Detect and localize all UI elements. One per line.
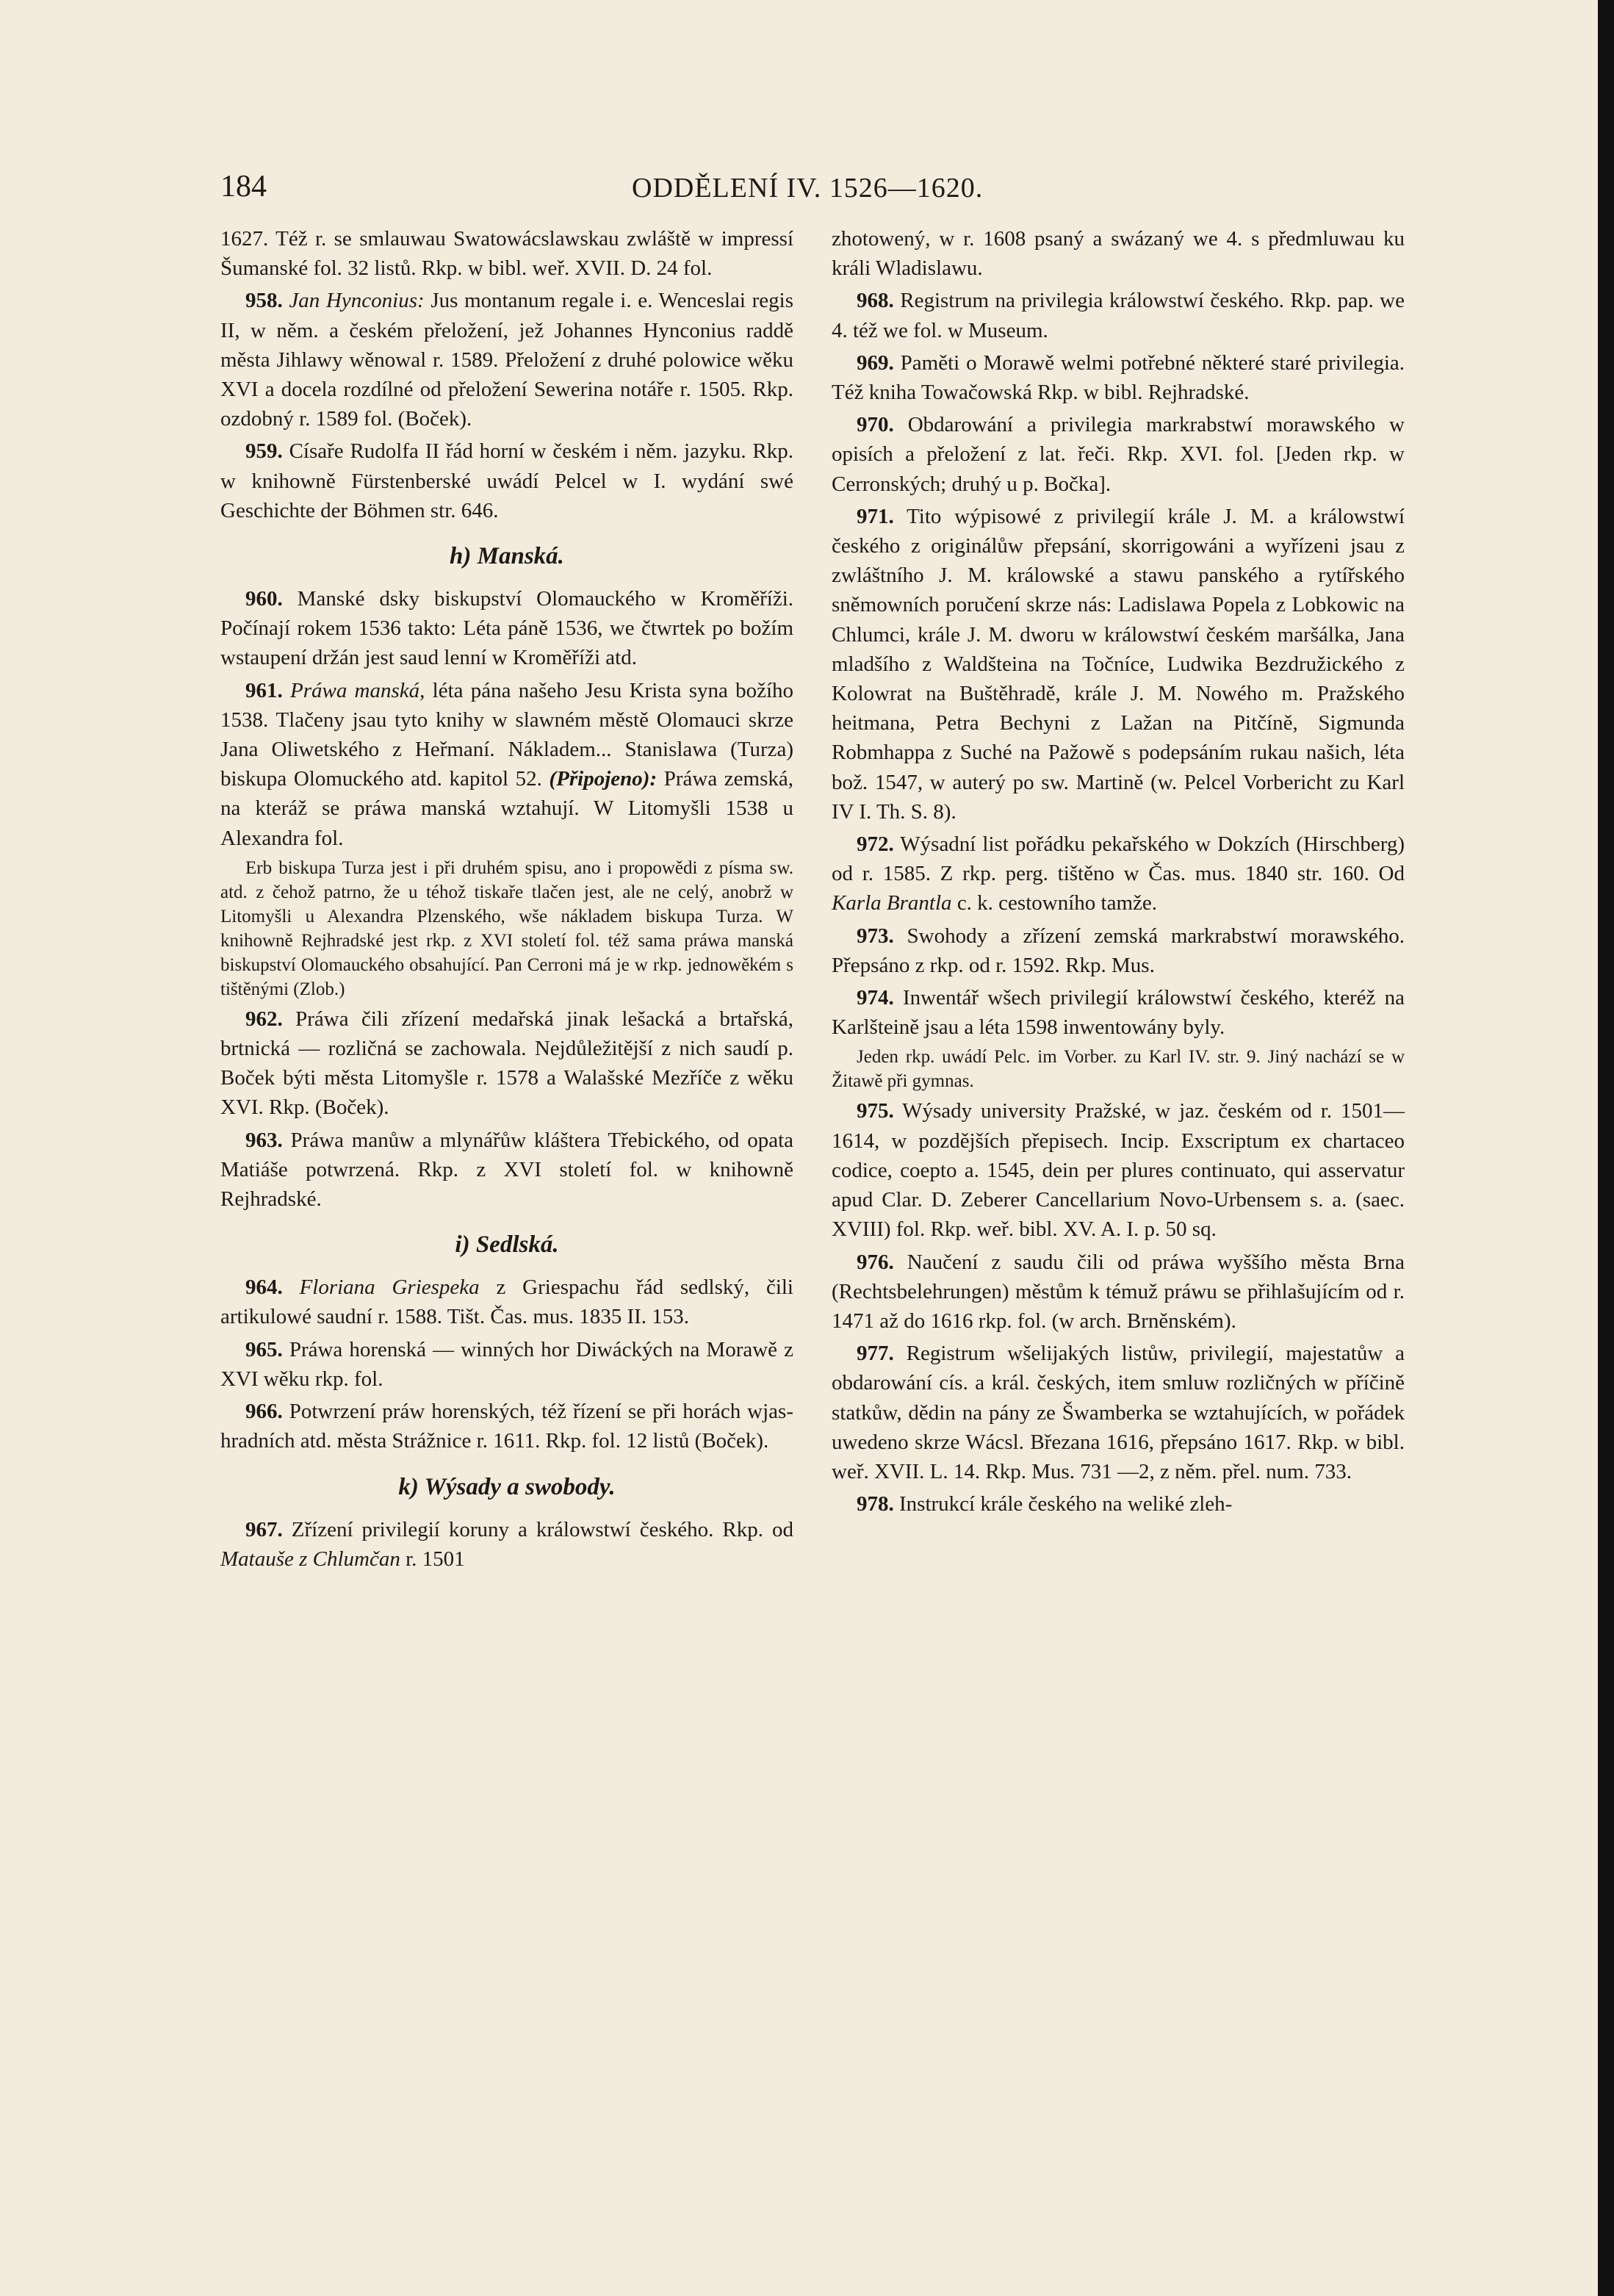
entry-text: Práwa horenská — winných hor Diwáckých na Morawě z XVI wěku rkp. fol. <box>220 1337 793 1391</box>
entry-973 <box>832 921 1405 980</box>
entry-text: z Griespachu řád sedlský, čili artikulowé saudní r. 1588. Tišt. Čas. mus. 1835 II. 153. <box>220 1275 793 1329</box>
entry-number: 975. <box>857 1099 894 1123</box>
entry-text: Zřízení privilegií koruny a králowstwí českého. Rkp. od <box>291 1517 794 1541</box>
entry-number: 965. <box>245 1337 283 1361</box>
entry-960 <box>220 584 793 673</box>
entry-text: Obdarowání a privilegia markrabstwí morawského w opisích a přeložení z lat. řeči. Rkp. XVI. fol. [Jeden rkp. w Cerronských; druhý u p. Bočka]. <box>832 413 1405 496</box>
entry-number: 969. <box>857 350 894 375</box>
entry-number: 960. <box>245 587 283 611</box>
entry-961 <box>220 676 793 853</box>
entry-text: léta pána našeho Jesu Krista syna božího 1538. Tlačeny jsau tyto knihy w slawném městě Olomauci skrze Jana Oliwetského z Heřmaní. Nákladem... Stanislawa (Turza) biskupa Olomuckého atd. kapitol 52. <box>220 678 794 791</box>
entry-number: 958. <box>245 289 283 313</box>
entry-number: 963. <box>245 1128 283 1152</box>
section-heading-h: h) Manská. <box>450 543 564 570</box>
entry-number: 976. <box>857 1250 894 1274</box>
entry-970 <box>832 410 1405 499</box>
entry-text: Práwa čili zřízení medařská jinak lešacká a brtařská, brtnická — rozličná se zachowala. Nejdůležitější z nich saudí p. Boček býti města Litomyšle r. 1578 a Walašské Mezříče z wěku XVI. Rkp. (Boček). <box>220 1007 794 1120</box>
work-title: Práwa manská, <box>289 678 425 702</box>
entry-976 <box>832 1248 1405 1336</box>
entry-text-2: Práwa zemská, na kteráž se práwa manská wztahují. W Litomyšli 1538 u Alexandra fol. <box>220 767 794 850</box>
entry-number: 962. <box>245 1007 283 1031</box>
entry-963 <box>220 1126 793 1214</box>
entry-text: Instrukcí krále českého na weliké zleh- <box>899 1492 1233 1516</box>
author-name: Matauše z Chlumčan <box>220 1547 400 1571</box>
author-name: Floriana Griespeka <box>299 1275 480 1300</box>
entry-965 <box>220 1335 793 1394</box>
entry-971 <box>832 502 1405 827</box>
entry-text: Tito wýpisowé z privilegií krále J. M. a králowstwí českého z originálůw přepsání, skorrigowáni a wyřízeni jsau z zwláštního J. M. králowské a stawu panského a rytířského sněmowních poručení skrze nás: Ladislawa Popela z Lobkowic na Chlumci, krále J. M. dworu w králowstwí českém maršálka, Jana mladšího z Waldšteina na Točníce, Ludwika Bezdružického z Kolowrat na Buštěhradě, krále J. M. Nowého m. Pražského heitmana, Petra Bechyni z Lažan na Pitčíně, Sigmunda Robmhappa z Suché na Pažowě s podepsáním rukau našich, léta bož. 1547, w auterý po sw. Martině (w. Pelcel Vorbericht zu Karl IV I. Th. S. 8). <box>832 504 1405 824</box>
entry-number: 974. <box>857 986 894 1010</box>
entry-text: Jus montanum regale i. e. Wenceslai regis II, w něm. a českém přeložení, jež Johannes Hynconius raddě města Jihlawy wěnowal r. 1589. Přeložení z druhé polowice wěku XVI a docela rozdílné od přeložení Sewerina notáře r. 1505. Rkp. ozdobný r. 1589 fol. (Boček). <box>220 289 794 431</box>
entry-968 <box>832 286 1405 345</box>
entry-number: 966. <box>245 1400 283 1424</box>
entry-958 <box>220 286 793 433</box>
entry-number: 973. <box>857 924 894 948</box>
entry-967-continuation: zhotowený, w r. 1608 psaný a swázaný we 4. s předmluwau ku králi Wladislawu. <box>832 227 1405 281</box>
entry-text: Wýsadní list pořádku pekařského w Dokzích (Hirschberg) od r. 1585. Z rkp. perg. tištěno w Čas. mus. 1840 str. 160. Od <box>832 832 1405 886</box>
note-961: Erb biskupa Turza jest i při druhém spisu, ano i propowědi z písma sw. atd. z čehož patrno, že u téhož tiskaře tlačen jest, ale ne celý, anobrž w Litomyšli u Alexandra Plzenského, wše nákladem biskupa Turza. W knihowně Rejhradské jest rkp. z XVI století fol. též sama práwa manská biskupství Olomauckého obsahující. Pan Cerroni má je w rkp. jednowěkém s tištěnými (Zlob.) <box>220 857 793 999</box>
attached-label: (Připojeno): <box>549 767 658 791</box>
entry-967 <box>220 1515 793 1574</box>
entry-text: Inwentář wšech privilegií králowstwí českého, kteréž na Karlšteině jsau a léta 1598 inwentowány byly. <box>832 986 1405 1040</box>
note-974: Jeden rkp. uwádí Pelc. im Vorber. zu Karl IV. str. 9. Jiný nachází se w Žitawě při gymnas. <box>832 1047 1405 1092</box>
entry-text: Císaře Rudolfa II řád horní w českém i něm. jazyku. Rkp. w knihowně Fürstenberské uwádí Pelcel w I. wydání swé Geschichte der Böhmen str. 646. <box>220 439 793 522</box>
entry-text: Práwa manůw a mlynářůw kláštera Třebického, od opata Matiáše potwrzená. Rkp. z XVI století fol. w knihowně Rejhradské. <box>220 1128 794 1212</box>
section-heading-i: i) Sedlská. <box>455 1231 559 1259</box>
entry-number: 972. <box>857 832 894 857</box>
entry-text: Paměti o Morawě welmi potřebné některé staré privilegia. Též kniha Towačowská Rkp. w bibl. Rejhradské. <box>832 350 1405 405</box>
entry-number: 967. <box>245 1517 283 1541</box>
entry-text: Naučení z saudu čili od práwa wyššího města Brna (Rechtsbelehrungen) městům k témuž práwu se přihlašujícím od r. 1471 až do 1616 rkp. fol. (w arch. Brněnském). <box>832 1250 1405 1333</box>
entry-text: Wýsady university Pražské, w jaz. českém od r. 1501—1614, w pozdějších přepisech. Incip. Exscriptum ex chartaceo codice, coepto a. 1545, dein per plures continuato, qui asservatur apud Clar. D. Zeberer Cancellarium Novo-Urbensem s. a. (saec. XVIII) fol. Rkp. weř. bibl. XV. A. I. p. 50 sq. <box>832 1099 1405 1242</box>
entry-number: 964. <box>245 1275 283 1300</box>
entry-978 <box>832 1489 1405 1519</box>
entry-977 <box>832 1339 1405 1486</box>
author-name: Jan Hynconius: <box>289 289 425 313</box>
entry-1627-continuation: 1627. Též r. se smlauwau Swatowácslawskau zwláště w impressí Šumanské fol. 32 listů. Rkp. w bibl. weř. XVII. D. 24 fol. <box>220 227 793 281</box>
entry-number: 961. <box>245 678 283 702</box>
running-title: ODDĚLENÍ IV. 1526—1620. <box>632 173 984 204</box>
section-heading-k: k) Wýsady a swobody. <box>398 1473 616 1500</box>
entry-974 <box>832 983 1405 1042</box>
entry-975 <box>832 1096 1405 1244</box>
entry-text-tail: c. k. cestowního tamže. <box>956 891 1157 915</box>
entry-number: 971. <box>857 504 894 528</box>
entry-966 <box>220 1397 793 1455</box>
entry-text: Swohody a zřízení zemská markrabstwí morawského. Přepsáno z rkp. od r. 1592. Rkp. Mus. <box>832 924 1405 977</box>
page-header <box>220 169 1403 213</box>
entry-text-tail: r. 1501 <box>406 1547 465 1571</box>
entry-972 <box>832 829 1405 918</box>
right-column <box>832 224 1405 1522</box>
entry-number: 968. <box>857 289 894 313</box>
entry-964 <box>220 1273 793 1331</box>
entry-962 <box>220 1004 793 1123</box>
entry-text: Manské dsky biskupství Olomauckého w Kroměříži. Počínají rokem 1536 takto: Léta páně 1536, we čtwrtek po božím wstaupení držán jest saud lenní w Kroměříži atd. <box>220 587 794 670</box>
entry-number: 970. <box>857 413 894 437</box>
entry-text: Registrum na privilegia králowstwí českého. Rkp. pap. we 4. též we fol. w Museum. <box>832 289 1405 342</box>
page-edge-shadow <box>1598 0 1614 2296</box>
page-number: 184 <box>220 170 267 204</box>
entry-number: 959. <box>245 439 283 464</box>
entry-text: Potwrzení práw horenských, též řízení se při horách wjas-hradních atd. města Strážnice r. 1611. Rkp. fol. 12 listů (Boček). <box>220 1400 793 1453</box>
entry-959 <box>220 436 793 525</box>
left-column <box>220 224 793 1577</box>
entry-number: 978. <box>857 1492 894 1516</box>
entry-text: Registrum wšelijakých listůw, privilegií, majestatůw a obdarowání cís. a král. českých, item smluw rozličných w příčině statkůw, dědin na pány ze Šwamberka se wztahujících, w pořádek uwedeno skrze Wácsl. Březana 1616, přepsáno 1617. Rkp. w bibl. weř. XVII. L. 14. Rkp. Mus. 731 —2, z něm. přel. num. 733. <box>832 1342 1405 1483</box>
entry-969 <box>832 348 1405 407</box>
author-name: Karla Brantla <box>832 891 952 915</box>
entry-number: 977. <box>857 1342 894 1366</box>
